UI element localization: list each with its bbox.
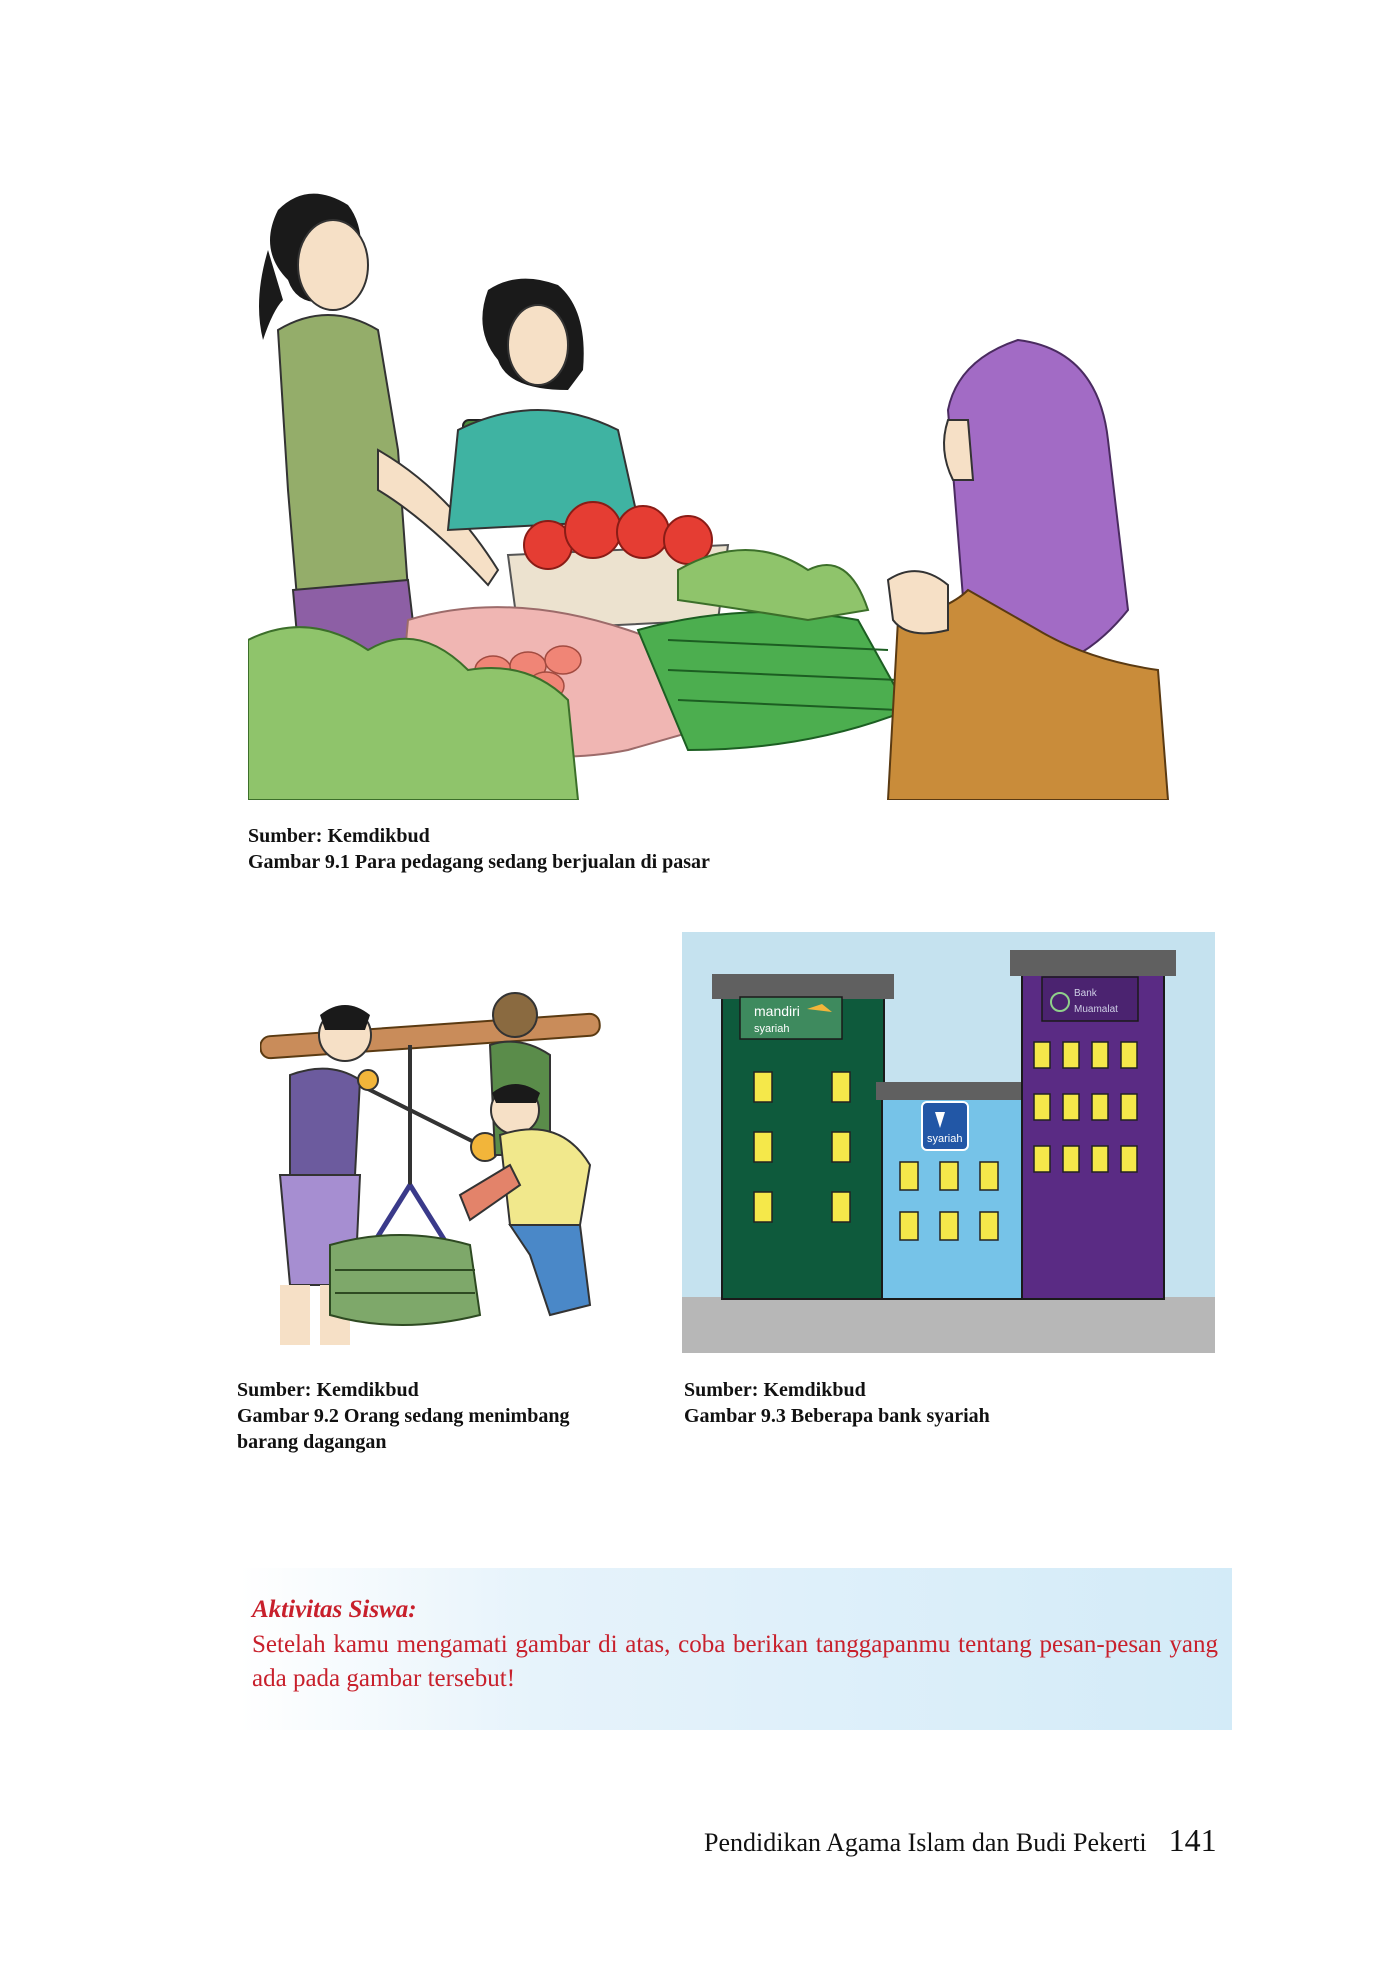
figure-9-1-source: Sumber: Kemdikbud xyxy=(248,825,430,847)
banks-illustration xyxy=(682,932,1215,1353)
weighing-illustration xyxy=(260,985,660,1375)
market-illustration xyxy=(248,190,1203,800)
activity-text: Setelah kamu mengamati gambar di atas, coba berikan tanggapanmu tentang pesan-pesan yang ada pada gambar tersebut! xyxy=(252,1631,1218,1692)
book-title: Pendidikan Agama Islam dan Budi Pekerti xyxy=(704,1828,1147,1857)
page-footer xyxy=(704,1822,1217,1859)
figure-9-2-title-line1: Gambar 9.2 Orang sedang menimbang xyxy=(237,1405,570,1427)
figure-9-2-source: Sumber: Kemdikbud xyxy=(237,1379,419,1401)
mandiri-sign-2: syariah xyxy=(754,1023,790,1035)
muamalat-sign-2: Muamalat xyxy=(1074,1004,1118,1015)
figure-9-2-title-line2: barang dagangan xyxy=(237,1431,387,1453)
activity-box xyxy=(240,1568,1232,1730)
figure-9-2-caption xyxy=(237,1377,569,1455)
mandiri-sign-1: mandiri xyxy=(754,1003,800,1019)
figure-9-1-title: Gambar 9.1 Para pedagang sedang berjualan di pasar xyxy=(248,851,710,873)
figure-9-3-title: Gambar 9.3 Beberapa bank syariah xyxy=(684,1405,990,1427)
activity-title: Aktivitas Siswa: xyxy=(252,1596,417,1623)
bni-sign: syariah xyxy=(927,1133,963,1145)
figure-9-1-caption xyxy=(248,823,710,875)
figure-9-3-source: Sumber: Kemdikbud xyxy=(684,1379,866,1401)
page-number: 141 xyxy=(1168,1822,1217,1858)
muamalat-sign-1: Bank xyxy=(1074,988,1097,999)
figure-9-3-caption xyxy=(684,1377,990,1429)
